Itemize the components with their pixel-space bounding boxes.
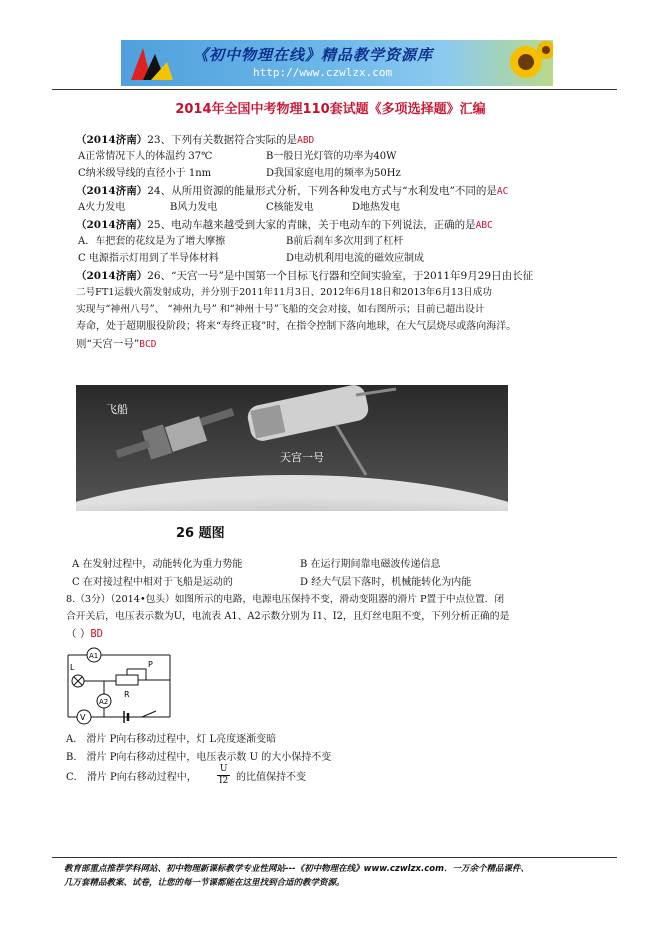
- q24-answer: AC: [496, 186, 509, 197]
- q25-option-b: B前后刹车多次用到了杠杆: [286, 236, 404, 247]
- q26-line-4: 寿命，处于超期服役阶段；将来“寿终正寝”时，在指令控制下落向地球，在大气层烧尽或落向海洋。: [76, 321, 517, 332]
- q25-stem: [76, 218, 493, 233]
- q26-option-d: D 经大气层下落时，机械能转化为内能: [300, 577, 472, 588]
- q26-line-1: [76, 269, 533, 283]
- q24-stem-text: 24、从所用资源的能量形式分析，下列各种发电方式与“水利发电”不同的是: [147, 185, 497, 197]
- banner-title: 《初中物理在线》精品教学资源库: [193, 46, 434, 64]
- label-a1: A1: [89, 652, 99, 660]
- q25-stem-text: 25、电动车越来越受到大家的青睐，关于电动车的下列说法，正确的是: [147, 219, 476, 231]
- q26-line-3: 实现与“神州八号”、 “神州九号” 和“神州十号”飞船的交会对接，如右图所示；目前已超出设计: [76, 304, 485, 315]
- q24-option-b: B风力发电: [170, 202, 218, 213]
- q23-option-b: B一般日光灯管的功率为40W: [266, 151, 397, 162]
- spacecraft-docking-illustration: [76, 385, 508, 545]
- sunflower-icon: [496, 40, 553, 86]
- q8-line-3: [66, 627, 103, 641]
- figure-caption: 26 题图: [176, 526, 225, 541]
- q26-source: （2014济南）: [76, 270, 148, 282]
- q24-source: （2014济南）: [76, 185, 148, 197]
- q26-answer: BCD: [139, 339, 157, 350]
- label-p: P: [148, 660, 153, 669]
- resistor-icon: [116, 675, 138, 685]
- label-l: L: [70, 663, 75, 672]
- q23-answer: ABD: [297, 135, 315, 146]
- label-v: V: [80, 713, 86, 722]
- q24-option-d: D地热发电: [352, 202, 401, 213]
- q8-option-b: B． 滑片 P向右移动过程中，电压表示数 U 的大小保持不变: [66, 752, 332, 763]
- q26-option-a: A 在发射过程中，动能转化为重力势能: [72, 559, 243, 570]
- q8-line-2: 合开关后，电压表示数为U，电流表 A1、A2示数分别为 I1、I2，且灯丝电阻不变，下列分析正确的是: [66, 611, 510, 622]
- q26-line-1-text: 26、“天宫一号”是中国第一个目标飞行器和空间实验室，于2011年9月29日由长征: [147, 270, 534, 282]
- q23-option-d: D我国家庭电用的频率为50Hz: [266, 168, 401, 179]
- q25-option-d: D电动机利用电流的磁效应制成: [286, 253, 425, 264]
- fraction-numerator: U: [219, 764, 228, 774]
- q23-source: （2014济南）: [76, 134, 148, 146]
- site-logo: [121, 40, 181, 86]
- label-ship: 飞船: [106, 403, 128, 416]
- switch-icon: [142, 711, 156, 717]
- q25-option-a: A．车把套的花纹是为了增大摩擦: [78, 236, 226, 247]
- banner-url[interactable]: http://www.czwlzx.com: [253, 66, 393, 79]
- label-a2: A2: [99, 698, 109, 706]
- q8-blank: （ ）: [66, 628, 91, 640]
- q26-figure: [76, 385, 508, 545]
- footer-line-2: 几万套精品教案、试卷，让您的每一节课都能在这里找到合适的教学资源。: [64, 878, 345, 888]
- footer-divider: [52, 857, 617, 858]
- q8-option-c-tail: 的比值保持不变: [236, 772, 306, 783]
- label-r: R: [124, 690, 130, 699]
- q23-option-c: C纳米级导线的直径小于 1nm: [78, 168, 212, 179]
- q26-line-2: 二号FT1运载火箭发射成功，并分别于2011年11月3日、2012年6月18日和2013年6月13日成功: [76, 287, 492, 298]
- q23-stem: [76, 133, 314, 148]
- page-title: 2014年全国中考物理110套试题《多项选择题》汇编: [175, 102, 486, 117]
- q25-option-c: C 电源指示灯用到了半导体材料: [78, 253, 219, 264]
- q8-fraction: [217, 764, 230, 787]
- q26-line-5: [76, 337, 156, 352]
- q24-option-c: C核能发电: [266, 202, 314, 213]
- q8-circuit-diagram: [64, 645, 176, 727]
- q8-option-c: C． 滑片 P向右移动过程中，: [66, 772, 197, 783]
- q8-line-1: 8.（3分）（2014•包头）如图所示的电路，电源电压保持不变，滑动变阻器的滑片 P置于中点位置．闭: [66, 594, 505, 605]
- q23-option-a: A正常情况下人的体温约 37℃: [78, 151, 213, 162]
- q24-stem: [76, 184, 508, 199]
- q8-answer: BD: [90, 628, 103, 640]
- footer-line-1: 教育部重点推荐学科网站、初中物理新课标教学专业性网站---《初中物理在线》www.czwlzx.com．一万余个精品课件、: [64, 864, 529, 874]
- q26-option-b: B 在运行期间靠电磁波传递信息: [300, 559, 441, 570]
- header-divider: [52, 89, 617, 90]
- header-banner: [121, 40, 553, 86]
- q26-line-5-text: 则“天宫一号”: [76, 338, 140, 350]
- q24-option-a: A火力发电: [78, 202, 126, 213]
- q8-option-a: A． 滑片 P向右移动过程中，灯 L亮度逐渐变暗: [66, 734, 277, 745]
- q25-answer: ABC: [475, 220, 493, 231]
- q25-source: （2014济南）: [76, 219, 148, 231]
- label-station: 天宫一号: [280, 451, 324, 464]
- q26-option-c: C 在对接过程中相对于飞船是运动的: [72, 577, 233, 588]
- q23-stem-text: 23、下列有关数据符合实际的是: [147, 134, 298, 146]
- fraction-denominator: I2: [219, 776, 229, 786]
